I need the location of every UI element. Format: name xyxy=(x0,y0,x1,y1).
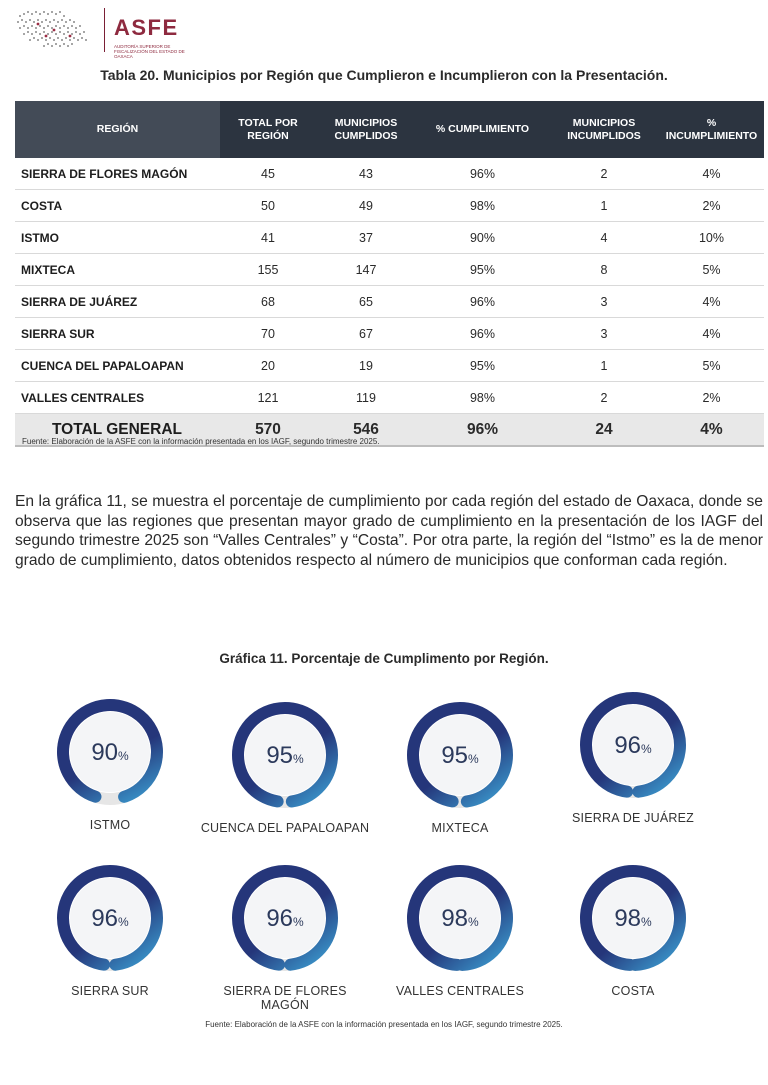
gauge-ring xyxy=(50,692,170,812)
gauge-category-label: COSTA xyxy=(611,984,655,998)
cell-pct-incumplimiento: 10% xyxy=(659,222,764,254)
cell-pct-cumplimiento: 98% xyxy=(416,190,549,222)
cell-pct-cumplimiento: 96% xyxy=(416,286,549,318)
logo-name: ASFE xyxy=(114,15,179,40)
gauge-value-label: 95% xyxy=(441,742,479,769)
cell-total: 68 xyxy=(220,286,316,318)
cell-incumplidos: 1 xyxy=(549,190,659,222)
gauge-category-label: VALLES CENTRALES xyxy=(395,984,525,998)
cell-pct-incumplimiento: 4% xyxy=(659,318,764,350)
cell-total: 70 xyxy=(220,318,316,350)
table-row xyxy=(15,286,764,318)
cell-pct-incumplimiento: 5% xyxy=(659,350,764,382)
cell-pct-incumplimiento: 5% xyxy=(659,254,764,286)
cell-region: SIERRA DE FLORES MAGÓN xyxy=(15,158,220,190)
cell-pct-cumplimiento: 90% xyxy=(416,222,549,254)
table-body xyxy=(15,158,764,446)
header-incumplidos: MUNICIPIOS INCUMPLIDOS xyxy=(549,101,659,158)
gauge-category-label: ISTMO xyxy=(89,818,131,832)
body-paragraph: En la gráfica 11, se muestra el porcentaje de cumplimiento por cada región del estado de Oaxaca, donde se observa que las regiones que presentan mayor grado de cumplimiento en la presentación de los IAGF del segundo trimestre 2025 son “Valles Centrales” y “Costa”. Por otra parte, la región del “Istmo” es la de menor grado de cumplimiento, datos obtenidos respecto al número de municipios que conforman cada región. xyxy=(15,493,763,569)
cell-pct-cumplimiento: 96% xyxy=(416,318,549,350)
cell-incumplidos: 3 xyxy=(549,286,659,318)
table-row xyxy=(15,222,764,254)
gauge-value-label: 98% xyxy=(614,905,652,932)
logo-dot-map-icon xyxy=(14,6,94,54)
table-row xyxy=(15,158,764,190)
cell-region: VALLES CENTRALES xyxy=(15,382,220,414)
cell-total-pct-cumplimiento: 96% xyxy=(416,414,549,447)
cell-region: MIXTECA xyxy=(15,254,220,286)
gauge-ring xyxy=(573,685,693,805)
gauge-sierra-de-flores-magón xyxy=(200,858,370,1012)
chart-source-note: Fuente: Elaboración de la ASFE con la información presentada en los IAGF, segundo trimestre 2025. xyxy=(205,1020,563,1029)
cell-pct-cumplimiento: 98% xyxy=(416,382,549,414)
gauge-ring xyxy=(50,858,170,978)
gauge-costa xyxy=(548,858,718,998)
cell-cumplidos: 37 xyxy=(316,222,416,254)
cell-total: 41 xyxy=(220,222,316,254)
cell-total: 121 xyxy=(220,382,316,414)
header-pct-cumplimiento: % CUMPLIMIENTO xyxy=(416,101,549,158)
cell-incumplidos: 1 xyxy=(549,350,659,382)
cell-total-cumplidos: 546 xyxy=(316,414,416,447)
cell-total: 155 xyxy=(220,254,316,286)
asfe-logo xyxy=(14,6,185,59)
gauge-ring xyxy=(225,695,345,815)
gauge-value-label: 96% xyxy=(91,905,129,932)
logo-divider xyxy=(104,8,105,52)
gauge-sierra-sur xyxy=(25,858,195,998)
cell-incumplidos: 2 xyxy=(549,382,659,414)
cell-pct-cumplimiento: 96% xyxy=(416,158,549,190)
chart-title: Gráfica 11. Porcentaje de Cumplimento por Región. xyxy=(219,651,549,666)
gauge-value-label: 96% xyxy=(266,905,304,932)
cell-region: CUENCA DEL PAPALOAPAN xyxy=(15,350,220,382)
gauge-value-label: 90% xyxy=(91,739,129,766)
cell-pct-cumplimiento: 95% xyxy=(416,350,549,382)
cell-cumplidos: 43 xyxy=(316,158,416,190)
cell-pct-incumplimiento: 4% xyxy=(659,286,764,318)
cell-total-pct-incumplimiento: 4% xyxy=(659,414,764,447)
cell-region: COSTA xyxy=(15,190,220,222)
cell-incumplidos: 2 xyxy=(549,158,659,190)
cell-cumplidos: 49 xyxy=(316,190,416,222)
cell-total: 50 xyxy=(220,190,316,222)
gauge-value-label: 96% xyxy=(614,732,652,759)
table-row xyxy=(15,190,764,222)
gauge-ring xyxy=(400,695,520,815)
table-source-note: Fuente: Elaboración de la ASFE con la información presentada en los IAGF, segundo trimestre 2025. xyxy=(22,437,380,446)
cell-total: 45 xyxy=(220,158,316,190)
header-cumplidos: MUNICIPIOS CUMPLIDOS xyxy=(316,101,416,158)
header-region: REGIÓN xyxy=(15,101,220,158)
gauge-ring xyxy=(573,858,693,978)
gauge-sierra-de-juárez xyxy=(548,685,718,825)
cell-cumplidos: 147 xyxy=(316,254,416,286)
cell-region: SIERRA SUR xyxy=(15,318,220,350)
cell-total-label: TOTAL GENERAL xyxy=(15,414,220,447)
header-pct-incumplimiento: % INCUMPLIMIENTO xyxy=(659,101,764,158)
table-row xyxy=(15,382,764,414)
cell-total-incumplidos: 24 xyxy=(549,414,659,447)
gauge-category-label: SIERRA SUR xyxy=(71,984,149,998)
table-title: Tabla 20. Municipios por Región que Cumplieron e Incumplieron con la Presentación. xyxy=(100,67,668,83)
cell-total: 20 xyxy=(220,350,316,382)
gauge-ring xyxy=(225,858,345,978)
cell-cumplidos: 65 xyxy=(316,286,416,318)
table-row xyxy=(15,254,764,286)
cell-pct-incumplimiento: 2% xyxy=(659,382,764,414)
gauge-value-label: 95% xyxy=(266,742,304,769)
gauge-cuenca-del-papaloapan xyxy=(200,695,370,835)
gauge-category-label: MIXTECA xyxy=(431,821,489,835)
cell-pct-incumplimiento: 4% xyxy=(659,158,764,190)
gauge-mixteca xyxy=(375,695,545,835)
cell-cumplidos: 19 xyxy=(316,350,416,382)
regions-table xyxy=(15,101,764,447)
cell-pct-incumplimiento: 2% xyxy=(659,190,764,222)
cell-region: SIERRA DE JUÁREZ xyxy=(15,286,220,318)
cell-incumplidos: 8 xyxy=(549,254,659,286)
gauge-category-label: SIERRA DE FLORES MAGÓN xyxy=(223,984,347,1012)
gauge-category-label: CUENCA DEL PAPALOAPAN xyxy=(200,821,370,835)
cell-pct-cumplimiento: 95% xyxy=(416,254,549,286)
logo-subtitle: AUDITORÍA SUPERIOR DE FISCALIZACIÓN DEL ESTADO DE OAXACA xyxy=(114,44,185,59)
cell-incumplidos: 4 xyxy=(549,222,659,254)
table-row xyxy=(15,318,764,350)
header-total: TOTAL POR REGIÓN xyxy=(220,101,316,158)
gauge-valles-centrales xyxy=(375,858,545,998)
table-header-row xyxy=(15,101,764,158)
gauge-category-label: SIERRA DE JUÁREZ xyxy=(572,811,694,825)
cell-region: ISTMO xyxy=(15,222,220,254)
gauge-ring xyxy=(400,858,520,978)
table-row xyxy=(15,350,764,382)
cell-cumplidos: 119 xyxy=(316,382,416,414)
cell-incumplidos: 3 xyxy=(549,318,659,350)
cell-cumplidos: 67 xyxy=(316,318,416,350)
gauge-istmo xyxy=(25,692,195,832)
cell-total-total: 570 xyxy=(220,414,316,447)
gauge-value-label: 98% xyxy=(441,905,479,932)
